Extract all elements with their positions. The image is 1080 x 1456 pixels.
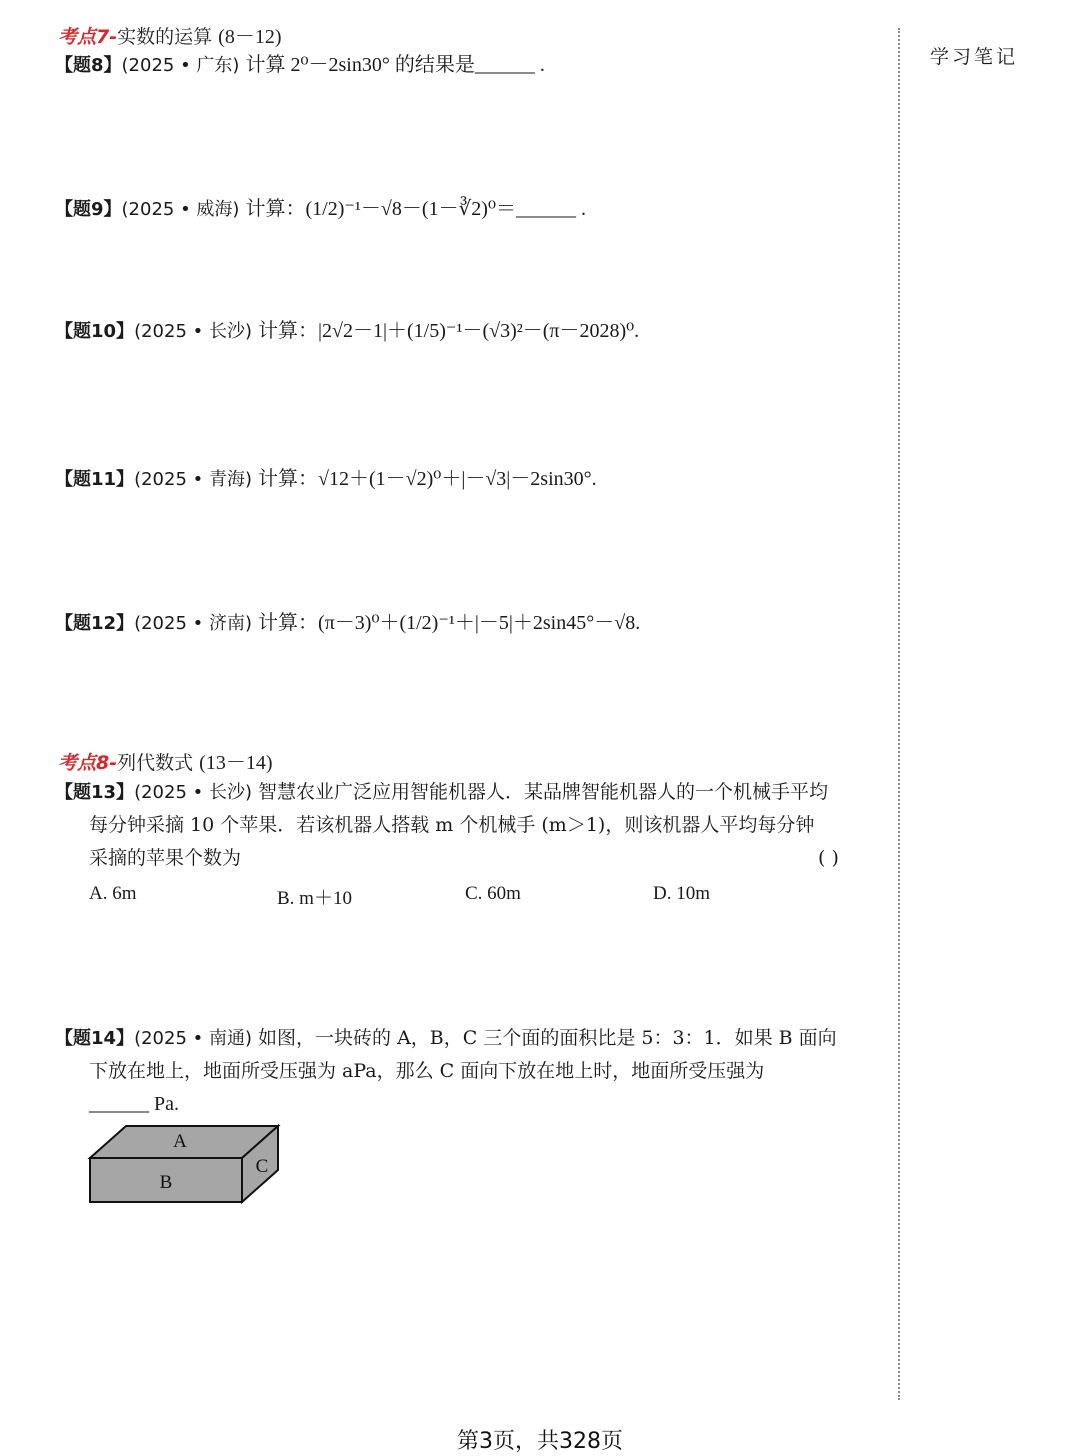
question-10-text: 计算：|2√2－1|＋(1/5)⁻¹－(√3)²－(π－2028)⁰.: [258, 320, 640, 342]
brick-label-c: C: [255, 1156, 269, 1177]
section-8-title: 列代数式: [117, 752, 194, 774]
question-11-text: 计算：√12＋(1－√2)⁰＋|－√3|－2sin30°.: [258, 468, 597, 490]
section-7-tag: 考点7-: [58, 26, 118, 48]
question-11-label: 【题11】: [55, 469, 135, 490]
section-7-title: 实数的运算: [117, 26, 213, 48]
question-12: [55, 610, 640, 637]
question-11-source: (2025 • 青海): [134, 469, 252, 490]
option-a: A. 6m: [89, 883, 137, 904]
option-c: C. 60m: [465, 883, 521, 904]
question-13-source: (2025 • 长沙): [134, 782, 252, 803]
question-13-line-1: 智慧农业广泛应用智能机器人．某品牌智能机器人的一个机械手平均: [258, 781, 829, 803]
question-11: [55, 466, 597, 493]
question-14-label: 【题14】: [55, 1028, 135, 1049]
question-14-line-2: 下放在地上，地面所受压强为 aPa，那么 C 面向下放在地上时，地面所受压强为: [89, 1060, 765, 1082]
question-12-text: 计算：(π－3)⁰＋(1/2)⁻¹＋|－5|＋2sin45°－√8.: [258, 612, 641, 634]
option-b: B. m＋10: [277, 888, 352, 909]
question-8-source: (2025 • 广东): [121, 55, 240, 76]
notes-divider: [898, 28, 900, 1400]
question-10-source: (2025 • 长沙): [134, 321, 252, 342]
question-13: [55, 779, 828, 806]
question-14: [55, 1025, 837, 1052]
question-8-label: 【题8】: [55, 55, 122, 76]
question-8-text: 计算 2⁰－2sin30° 的结果是______ .: [245, 54, 545, 76]
question-14-source: (2025 • 南通): [134, 1028, 252, 1049]
question-9-source: (2025 • 威海): [121, 199, 240, 220]
question-13-label: 【题13】: [55, 782, 135, 803]
question-8: [55, 52, 545, 79]
section-8-tag: 考点8-: [58, 752, 118, 774]
question-10: [55, 318, 639, 345]
question-13-line-3: 采摘的苹果个数为: [89, 847, 242, 869]
question-9-label: 【题9】: [55, 199, 122, 220]
brick-label-b: B: [159, 1172, 173, 1193]
brick-label-a: A: [173, 1131, 187, 1152]
page-footer: 第3页，共328页: [457, 1429, 623, 1454]
answer-bracket: ( ): [818, 847, 839, 869]
question-14-line-1: 如图，一块砖的 A，B，C 三个面的面积比是 5：3：1．如果 B 面向: [258, 1027, 837, 1049]
question-10-label: 【题10】: [55, 321, 135, 342]
brick-figure: [86, 1122, 286, 1208]
section-8-range: (13－14): [199, 752, 273, 774]
question-12-label: 【题12】: [55, 613, 135, 634]
question-9-text: 计算：(1/2)⁻¹－√8－(1－∛2)⁰＝______ .: [245, 198, 586, 220]
question-9: [55, 196, 586, 223]
question-12-source: (2025 • 济南): [134, 613, 252, 634]
question-13-line-2: 每分钟采摘 10 个苹果．若该机器人搭载 m 个机械手 (m＞1)，则该机器人平均每分钟: [89, 814, 815, 836]
option-d: D. 10m: [653, 883, 710, 904]
section-8-heading: [58, 746, 273, 775]
question-14-line-3: ______ Pa.: [89, 1093, 179, 1115]
notes-title: 学习笔记: [930, 46, 1019, 68]
section-7-heading: [58, 20, 282, 49]
section-7-range: (8－12): [218, 26, 282, 48]
